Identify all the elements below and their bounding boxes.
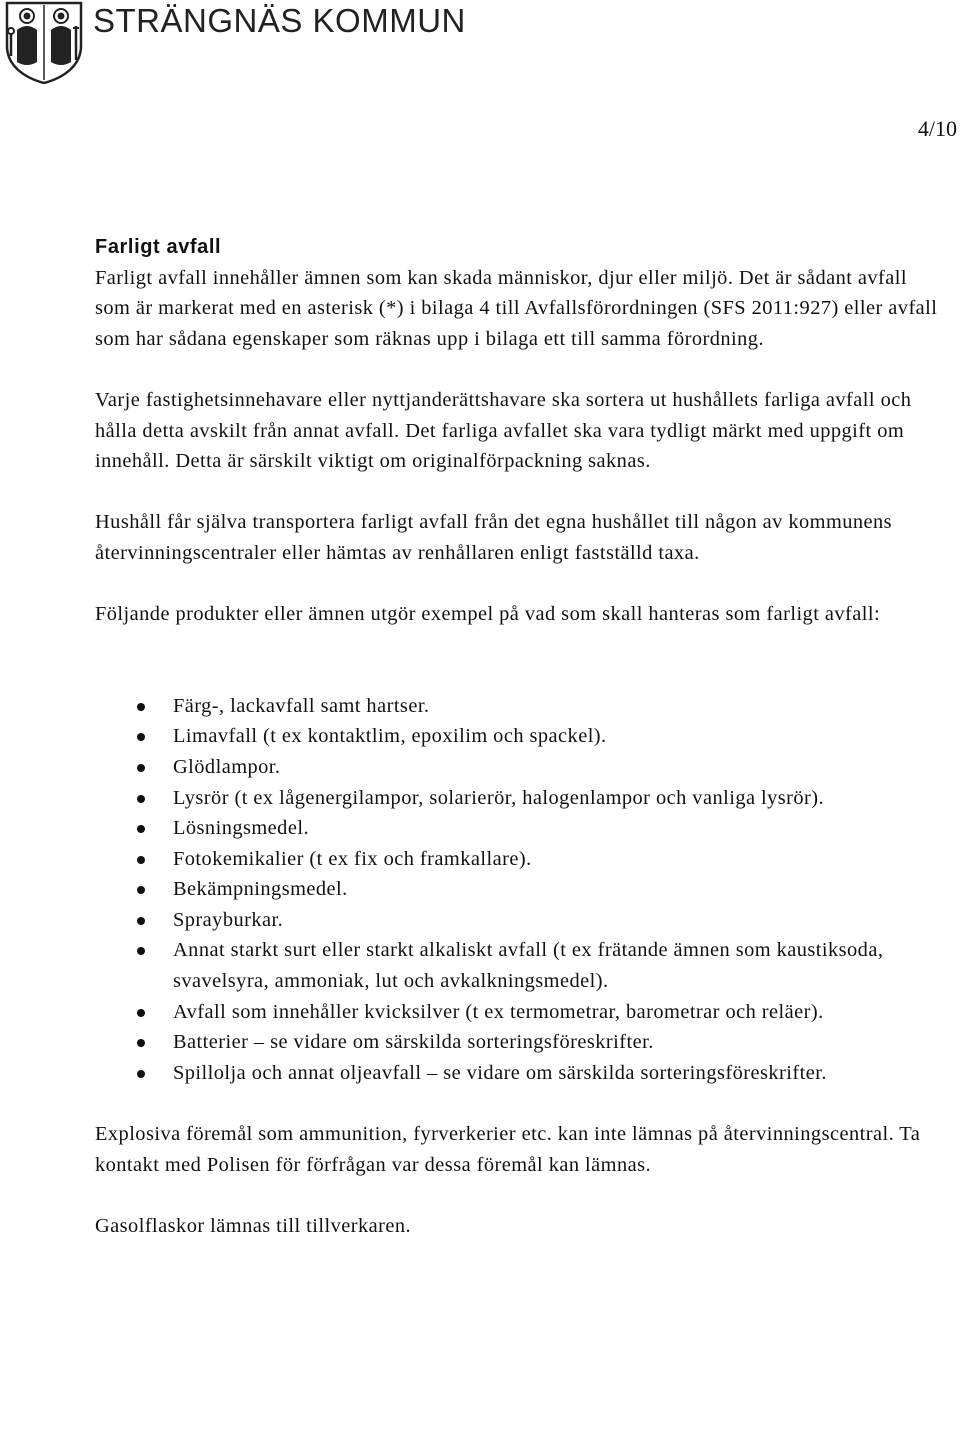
list-item: Glödlampor.: [95, 752, 945, 783]
bullet-icon: [137, 764, 145, 772]
list-item: Lösningsmedel.: [95, 813, 945, 844]
bullet-icon: [137, 917, 145, 925]
bullet-icon: [137, 1039, 145, 1047]
list-item: Fotokemikalier (t ex fix och framkallare).: [95, 844, 945, 875]
list-item: Lysrör (t ex lågenergilampor, solarierör, halogenlampor och vanliga lysrör).: [95, 783, 945, 814]
list-item: Sprayburkar.: [95, 905, 945, 936]
organization-name: STRÄNGNÄS KOMMUN: [93, 2, 466, 39]
list-item: Färg-, lackavfall samt hartser.: [95, 691, 945, 722]
document-body: [95, 232, 945, 1241]
bullet-icon: [137, 1070, 145, 1078]
paragraph-gas-bottles: Gasolflaskor lämnas till tillverkaren.: [95, 1214, 412, 1237]
hazardous-waste-list: [95, 691, 945, 1089]
list-item: Annat starkt surt eller starkt alkaliskt avfall (t ex frätande ämnen som kaustiksoda, svavelsyra, ammoniak, lut och avkalkningsmedel).: [95, 935, 945, 996]
paragraph-explosives: Explosiva föremål som ammunition, fyrverkerier etc. kan inte lämnas på återvinningscentral. Ta kontakt med Polisen för förfrågan var dessa föremål kan lämnas.: [95, 1123, 921, 1176]
document-header: [0, 0, 960, 90]
paragraph-examples-intro: Följande produkter eller ämnen utgör exempel på vad som skall hanteras som farligt avfall:: [95, 603, 881, 626]
bullet-icon: [137, 733, 145, 741]
paragraph-sorting: Varje fastighetsinnehavare eller nyttjanderättshavare ska sortera ut hushållets farliga avfall och hålla detta avskilt från annat avfall. Det farliga avfallet ska vara tydligt märkt med uppgift om innehåll. Detta är särskilt viktigt om originalförpackning saknas.: [95, 388, 912, 473]
list-item: Limavfall (t ex kontaktlim, epoxilim och spackel).: [95, 721, 945, 752]
page-number: 4/10: [917, 116, 957, 141]
bullet-icon: [137, 947, 145, 955]
bullet-icon: [137, 856, 145, 864]
bullet-icon: [137, 703, 145, 711]
list-item: Avfall som innehåller kvicksilver (t ex termometrar, barometrar och reläer).: [95, 997, 945, 1028]
list-item: Spillolja och annat oljeavfall – se vidare om särskilda sorteringsföreskrifter.: [95, 1058, 945, 1089]
bullet-icon: [137, 1009, 145, 1017]
list-item: Bekämpningsmedel.: [95, 874, 945, 905]
section-heading: Farligt avfall: [95, 236, 222, 258]
paragraph-definition: Farligt avfall innehåller ämnen som kan skada människor, djur eller miljö. Det är sådant avfall som är markerat med en asterisk (*) i bilaga 4 till Avfallsförordningen (SFS 2011:927) eller avfall som har sådana egenskaper som räknas upp i bilaga ett till samma förordning.: [95, 266, 938, 350]
bullet-icon: [137, 886, 145, 894]
paragraph-transport: Hushåll får själva transportera farligt avfall från det egna hushållet till någon av kommunens återvinningscentraler eller hämtas av renhållaren enligt fastställd taxa.: [95, 511, 893, 564]
municipal-crest-icon: [3, 0, 85, 84]
bullet-icon: [137, 825, 145, 833]
bullet-icon: [137, 795, 145, 803]
list-item: Batterier – se vidare om särskilda sorteringsföreskrifter.: [95, 1027, 945, 1058]
